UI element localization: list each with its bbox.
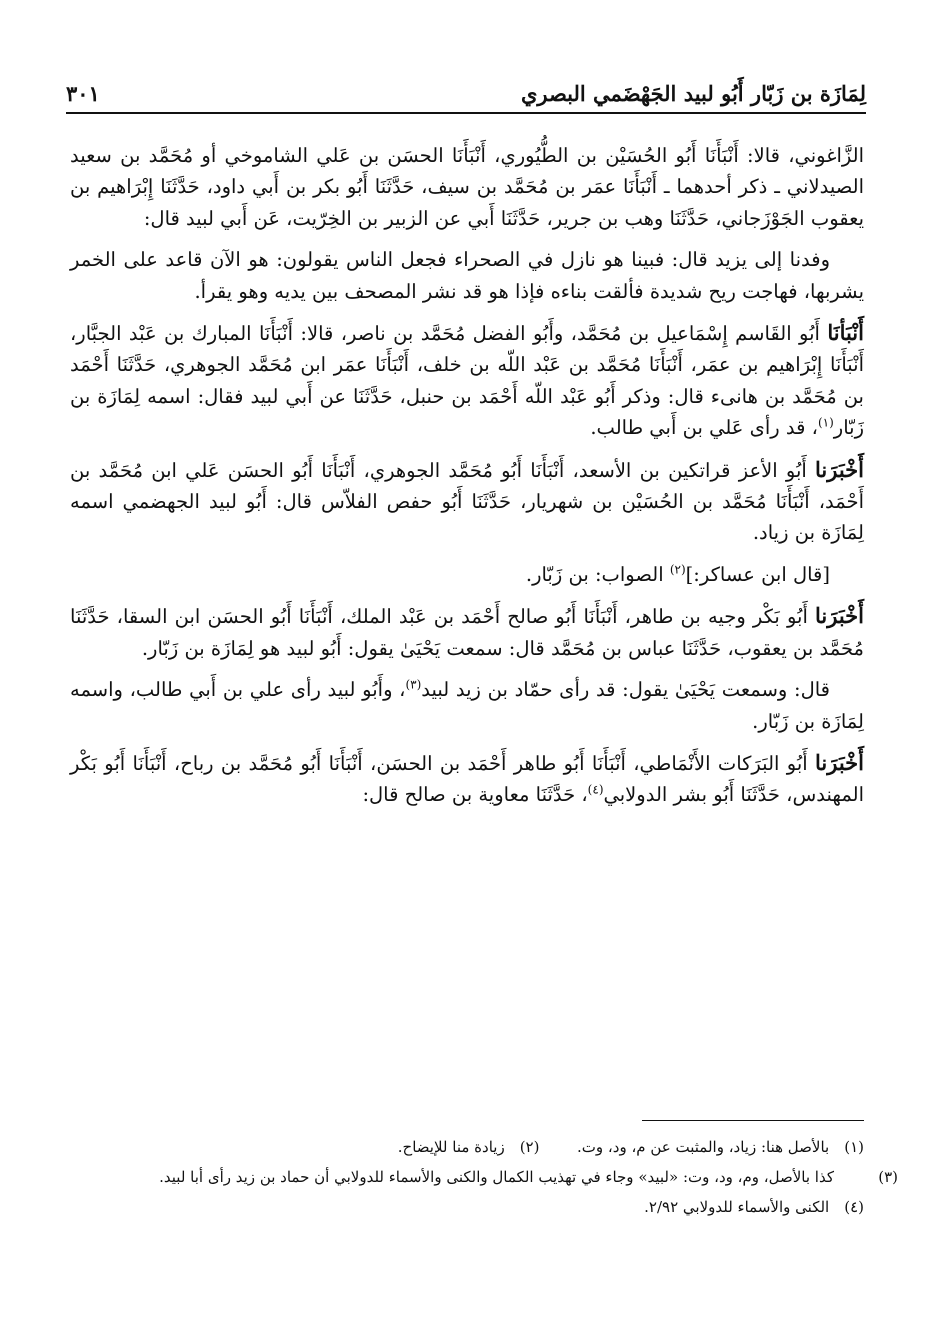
footnote-text: بالأصل هنا: زياد، والمثبت عن م، ود، وت.	[577, 1138, 830, 1156]
paragraph-text-tail: الصواب: بن زَبّار.	[525, 562, 670, 586]
paragraph-lead-word: أَخْبَرَنا	[815, 749, 864, 775]
footnote-number: (١)	[844, 1138, 864, 1156]
paragraph-text: أَبُو بَكْر وجيه بن طاهر، أَنْبَأَنَا أَبُو صالح أَحْمَد بن عَبْد الملك، أَنْبَأَنَا أَبُو الحسَن ابن السقا، حَدَّثَنَا مُحَمَّد بن يعقوب، حَدَّثَنَا عباس بن مُحَمَّد قال: سمعت يَحْيَىٰ يقول: أَبُو لبيد هو لِمَازَة بن زَبّار.	[70, 605, 864, 660]
footnote-text: الكنى والأسماء للدولابي ٢/٩٢.	[644, 1198, 830, 1216]
paragraph-text-tail: ، حَدَّثَنَا معاوية بن صالح قال:	[362, 783, 588, 807]
paragraph-3	[70, 317, 864, 444]
paragraph-text: أَبُو الأعز قراتكين بن الأسعد، أَنْبَأَنَا أَبُو مُحَمَّد الجوهري، أَنْبَأَنَا أَبُو الحسَن عَلي ابن مُحَمَّد بن أَحْمَد، أَنْبَأَنَا مُحَمَّد بن الحُسَيْن بن شهريار، حَدَّثَنَا أَبُو حفص الفلاّس قال: أَبُو لبيد الجهضمي اسمه لِمَازَة بن زياد.	[70, 458, 864, 545]
paragraph-4	[70, 454, 864, 549]
footnote-ref: (١)	[817, 415, 834, 430]
paragraph-7	[70, 674, 864, 737]
paragraph-text: وفدنا إلى يزيد قال: فبينا هو نازل في الصحراء فجعل الناس يقولون: هو الآن قاعد على الخمر يشربها، فهاجت ريح شديدة فألقت بناءه فإذا هو قد نشر المصحف بين يديه وهو يقرأ.	[70, 248, 864, 303]
paragraph-lead-word: أَنْبَأنَا	[827, 320, 864, 346]
footnote-number: (٢)	[519, 1138, 540, 1156]
footnote-line-2	[70, 1165, 898, 1189]
footnote-line-3	[70, 1195, 864, 1219]
footnote-ref: (٢)	[669, 562, 686, 577]
paragraph-text: الزَّاغوني، قالا: أَنْبَأَنَا أَبُو الحُسَيْن بن الطُّيُوري، أَنْبَأَنَا الحسَن بن عَلي الشاموخي أو مُحَمَّد بن سعيد الصيدلاني ـ ذكر أحدهما ـ أَنْبَأَنَا عمَر بن مُحَمَّد بن سيف، حَدَّثَنَا أَبُو بكر بن أَبي داود، حَدَّثَنَا إِبْرَاهيم بن يعقوب الجَوْزَجاني، حَدَّثَنَا وهب بن جرير، حَدَّثَنَا أَبي عن الزبير بن الخِرّيت، عَن أَبي لبيد قال:	[70, 144, 864, 230]
footnote-number: (٤)	[844, 1198, 864, 1216]
footnote-text: زيادة منا للإيضاح.	[397, 1138, 505, 1156]
footnotes	[70, 1120, 898, 1225]
paragraph-1	[70, 140, 864, 234]
paragraph-text-tail: ، قد رأى عَلي بن أَبي طالب.	[590, 416, 818, 440]
paragraph-2	[70, 244, 864, 307]
paragraph-text-tail: ، وأَبُو لبيد رأى علي بن أَبي طالب، واسمه لِمَازَة بن زَبّار.	[70, 678, 864, 733]
paragraph-text: أَبُو البَرَكات الأَنْمَاطي، أَنْبَأَنَا أَبُو طاهر أَحْمَد بن الحسَن، أَنْبَأَنَا أَبُو مُحَمَّد بن رباح، أَنْبَأَنَا أَبُو بَكْر المهندس، حَدَّثَنَا أَبُو بشر الدولابي	[70, 751, 864, 807]
paragraph-lead-word: أَخْبَرَنا	[815, 603, 864, 629]
footnote-ref: (٣)	[405, 677, 422, 692]
paragraph-5	[70, 559, 864, 590]
paragraph-text: [قال ابن عساكر:]	[685, 562, 830, 586]
paragraph-8	[70, 747, 864, 811]
page-number: ٣٠١	[66, 81, 100, 106]
paragraph-lead-word: أَخْبَرَنا	[815, 456, 864, 482]
footnote-line-1	[70, 1135, 864, 1159]
main-text	[70, 140, 864, 821]
paragraph-text: قال: وسمعت يَحْيَىٰ يقول: قد رأى حمّاد بن زيد لبيد	[421, 678, 830, 702]
paragraph-text: أَبُو القَاسم إِسْمَاعيل بن مُحَمَّد، وأَبُو الفضل مُحَمَّد بن ناصر، قالا: أَنْبَأَنَا المبارك بن عَبْد الجبَّار، أَنْبَأَنَا إِبْرَاهيم بن عمَر، أَنْبَأَنَا مُحَمَّد بن عَبْد اللّه بن خلف، أَنْبَأَنَا عمَر ابن مُحَمَّد الجوهري، حَدَّثَنَا أَحْمَد بن مُحَمَّد بن هانىء قال: وذكر أَبُو عَبْد اللّه أَحْمَد بن حنبل، حَدَّثَنَا عن أَبي لبيد فقال: اسمه لِمَازَة بن زَبّار	[70, 322, 864, 440]
footnote-ref: (٤)	[587, 782, 604, 797]
page-header	[66, 72, 866, 114]
running-title: لِمَازَة بن زَبّار أَبُو لبيد الجَهْضَمي البصري	[520, 81, 866, 106]
footnote-divider	[642, 1120, 864, 1121]
footnote-number: (٣)	[878, 1168, 898, 1186]
paragraph-6	[70, 600, 864, 664]
footnote-text: كذا بالأصل، وم، ود، وت: «لبيد» وجاء في تهذيب الكمال والكنى والأسماء للدولابي أن حماد بن زيد رأى أبا لبيد.	[159, 1168, 834, 1186]
